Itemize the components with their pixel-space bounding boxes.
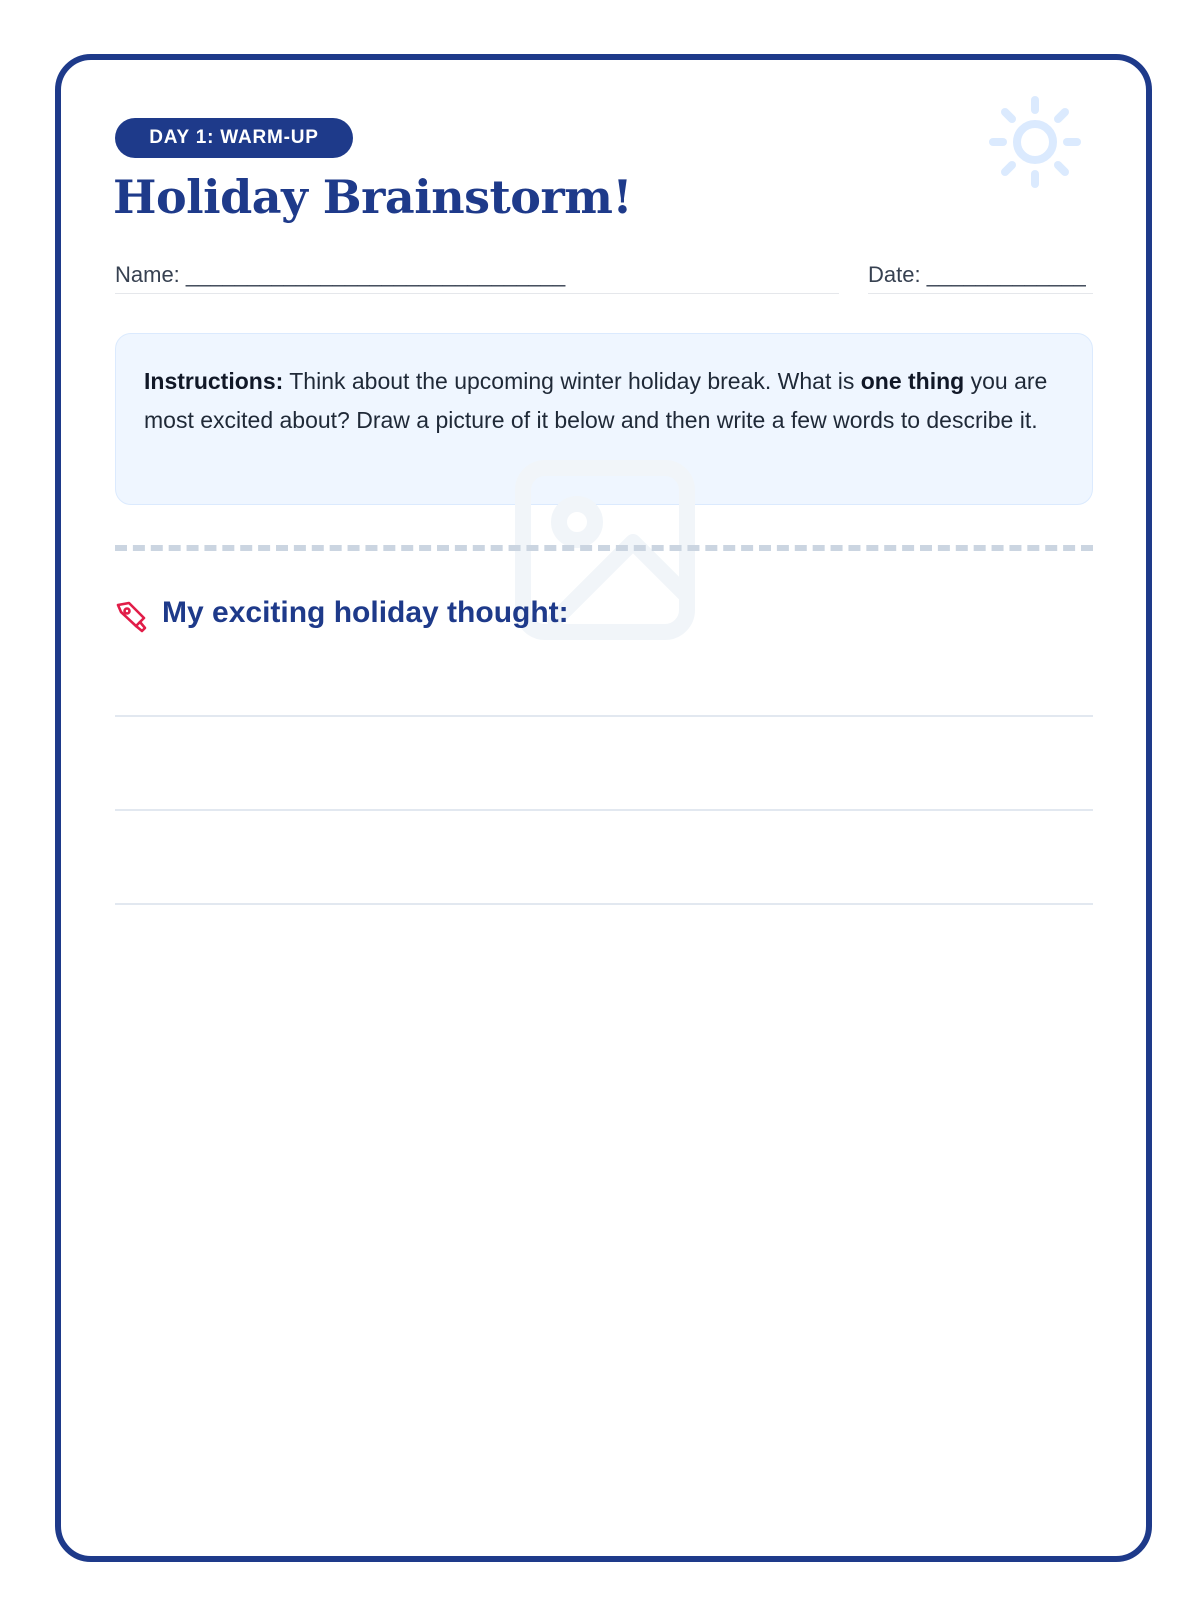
sun-icon [985,92,1085,192]
instructions-label: Instructions: [144,368,284,394]
divider [115,545,1093,551]
name-field[interactable]: Name: _______________________________ [115,258,839,294]
page-title: Holiday Brainstorm! [113,170,633,224]
section-title: My exciting holiday thought: [162,596,569,629]
writing-line[interactable] [115,903,1093,905]
instructions-text-after: you are most excited about? Draw a picture of it below and then write a few words to describe it. [144,368,1048,433]
instructions-emphasis: one thing [860,368,965,394]
instructions-text-before: Think about the upcoming winter holiday break. What is [283,368,861,394]
writing-line[interactable] [115,809,1093,811]
writing-line[interactable] [115,715,1093,717]
pen-icon [114,600,148,634]
day-badge: DAY 1: WARM-UP [115,118,353,158]
date-field[interactable]: Date: _____________ [868,258,1093,294]
